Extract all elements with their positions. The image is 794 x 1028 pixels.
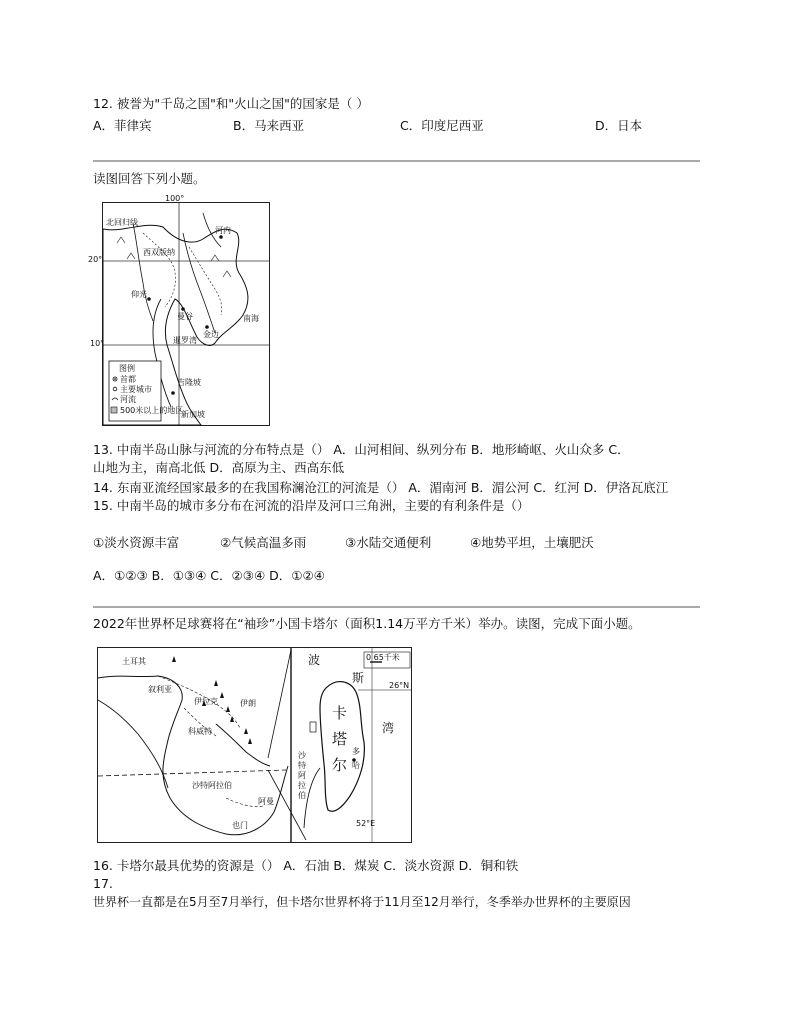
inset-water-3: 湾 [382, 721, 395, 735]
place-kualalumpur: 吉隆坡 [177, 378, 201, 387]
q17-line: 世界杯一直都是在5月至7月举行，但卡塔尔世界杯将于11月至12月举行，冬季举办世界杯的主要原因 [93, 895, 631, 909]
legend-elevation: 500米以上的地区 [120, 406, 184, 415]
lon-label: 100° [165, 194, 185, 203]
q17-number: 17. [93, 876, 113, 891]
inset-neighbor-3: 阿 [298, 771, 306, 780]
lat10-label: 10° [90, 339, 105, 348]
legend-river: 河流 [120, 395, 136, 404]
inset-water-2: 斯 [352, 671, 365, 685]
q12-option-c: C．印度尼西亚 [400, 118, 484, 133]
q16-line: 16. 卡塔尔最具优势的资源是（） A．石油 B．煤炭 C．淡水资源 D．铜和铁 [93, 858, 519, 873]
indochina-map [102, 194, 270, 426]
q12-option-b: B．马来西亚 [233, 118, 305, 133]
label-saudi: 沙特阿拉伯 [192, 781, 232, 790]
place-tropic: 北回归线 [106, 218, 138, 227]
place-yangon: 仰光 [131, 290, 147, 299]
place-xishuangbanna: 西双版纳 [143, 248, 175, 257]
q12-stem: 12. 被誉为"千岛之国"和"火山之国"的国家是（ ） [93, 96, 369, 111]
section1-intro: 读图回答下列小题。 [93, 171, 206, 186]
section-divider [93, 160, 700, 162]
q15-item-4: ④地势平坦，土壤肥沃 [470, 535, 594, 550]
label-oman: 阿曼 [258, 797, 274, 806]
legend-title: 图例 [119, 364, 135, 373]
section2-intro: 2022年世界杯足球赛将在“袖珍”小国卡塔尔（面积1.14万平方千米）举办。读图，完成下面小题。 [93, 616, 641, 631]
q12-option-a: A．菲律宾 [93, 118, 152, 133]
label-yemen: 也门 [232, 821, 248, 830]
section-divider-2 [93, 606, 700, 608]
inset-city-2: 哈 [352, 761, 360, 770]
q15-options: A．①②③ B．①③④ C．②③④ D．①②④ [93, 568, 325, 583]
inset-lon: 52°E [356, 819, 376, 828]
place-hanoi: 河内 [215, 226, 231, 235]
inset-city-1: 多 [352, 747, 360, 756]
label-kuwait: 科威特 [188, 727, 212, 736]
inset-scale: 0 65千米 [366, 653, 400, 662]
inset-country-1: 卡 [332, 704, 348, 722]
middle-east-map-svg [98, 648, 411, 842]
lat20-label: 20° [88, 255, 103, 264]
inset-country-2: 塔 [332, 730, 348, 748]
inset-country-3: 尔 [332, 756, 348, 774]
inset-neighbor-4: 拉 [298, 781, 306, 790]
q15-item-1: ①淡水资源丰富 [93, 535, 180, 550]
q15-line: 15. 中南半岛的城市多分布在河流的沿岸及河口三角洲，主要的有利条件是（） [93, 498, 530, 513]
inset-neighbor-2: 特 [298, 761, 306, 770]
sea-label: 暹罗湾 [173, 336, 197, 345]
legend-city: 主要城市 [120, 385, 152, 394]
q14-line: 14. 东南亚流经国家最多的在我国称澜沧江的河流是（） A．湄南河 B．湄公河 C．红河 D．伊洛瓦底江 [93, 480, 669, 495]
place-southchinasea: 南海 [243, 314, 259, 323]
place-bangkok: 曼谷 [177, 312, 193, 321]
label-iran: 伊朗 [240, 699, 256, 708]
inset-water-1: 波 [308, 653, 321, 667]
label-turkey: 土耳其 [122, 657, 146, 666]
bottom-label: 新加坡 [181, 410, 205, 419]
middle-east-map [97, 647, 412, 843]
indochina-map-svg [103, 194, 269, 425]
place-phnompenh: 金边 [203, 330, 219, 339]
inset-neighbor-1: 沙 [298, 751, 306, 760]
label-iraq: 伊拉克 [194, 697, 218, 706]
q15-item-2: ②气候高温多雨 [220, 535, 307, 550]
q12-option-d: D．日本 [595, 118, 643, 133]
inset-neighbor-5: 伯 [298, 791, 306, 800]
q15-item-3: ③水陆交通便利 [345, 535, 432, 550]
label-syria: 叙利亚 [148, 685, 172, 694]
legend-capital: 首都 [120, 375, 136, 384]
q13-line2: 山地为主，南高北低 D．高原为主、西高东低 [93, 460, 345, 475]
q13-line1: 13. 中南半岛山脉与河流的分布特点是（） A．山河相间、纵列分布 B．地形崎岖、火山众多 C． [93, 442, 630, 457]
inset-lat: 26°N [389, 681, 410, 690]
